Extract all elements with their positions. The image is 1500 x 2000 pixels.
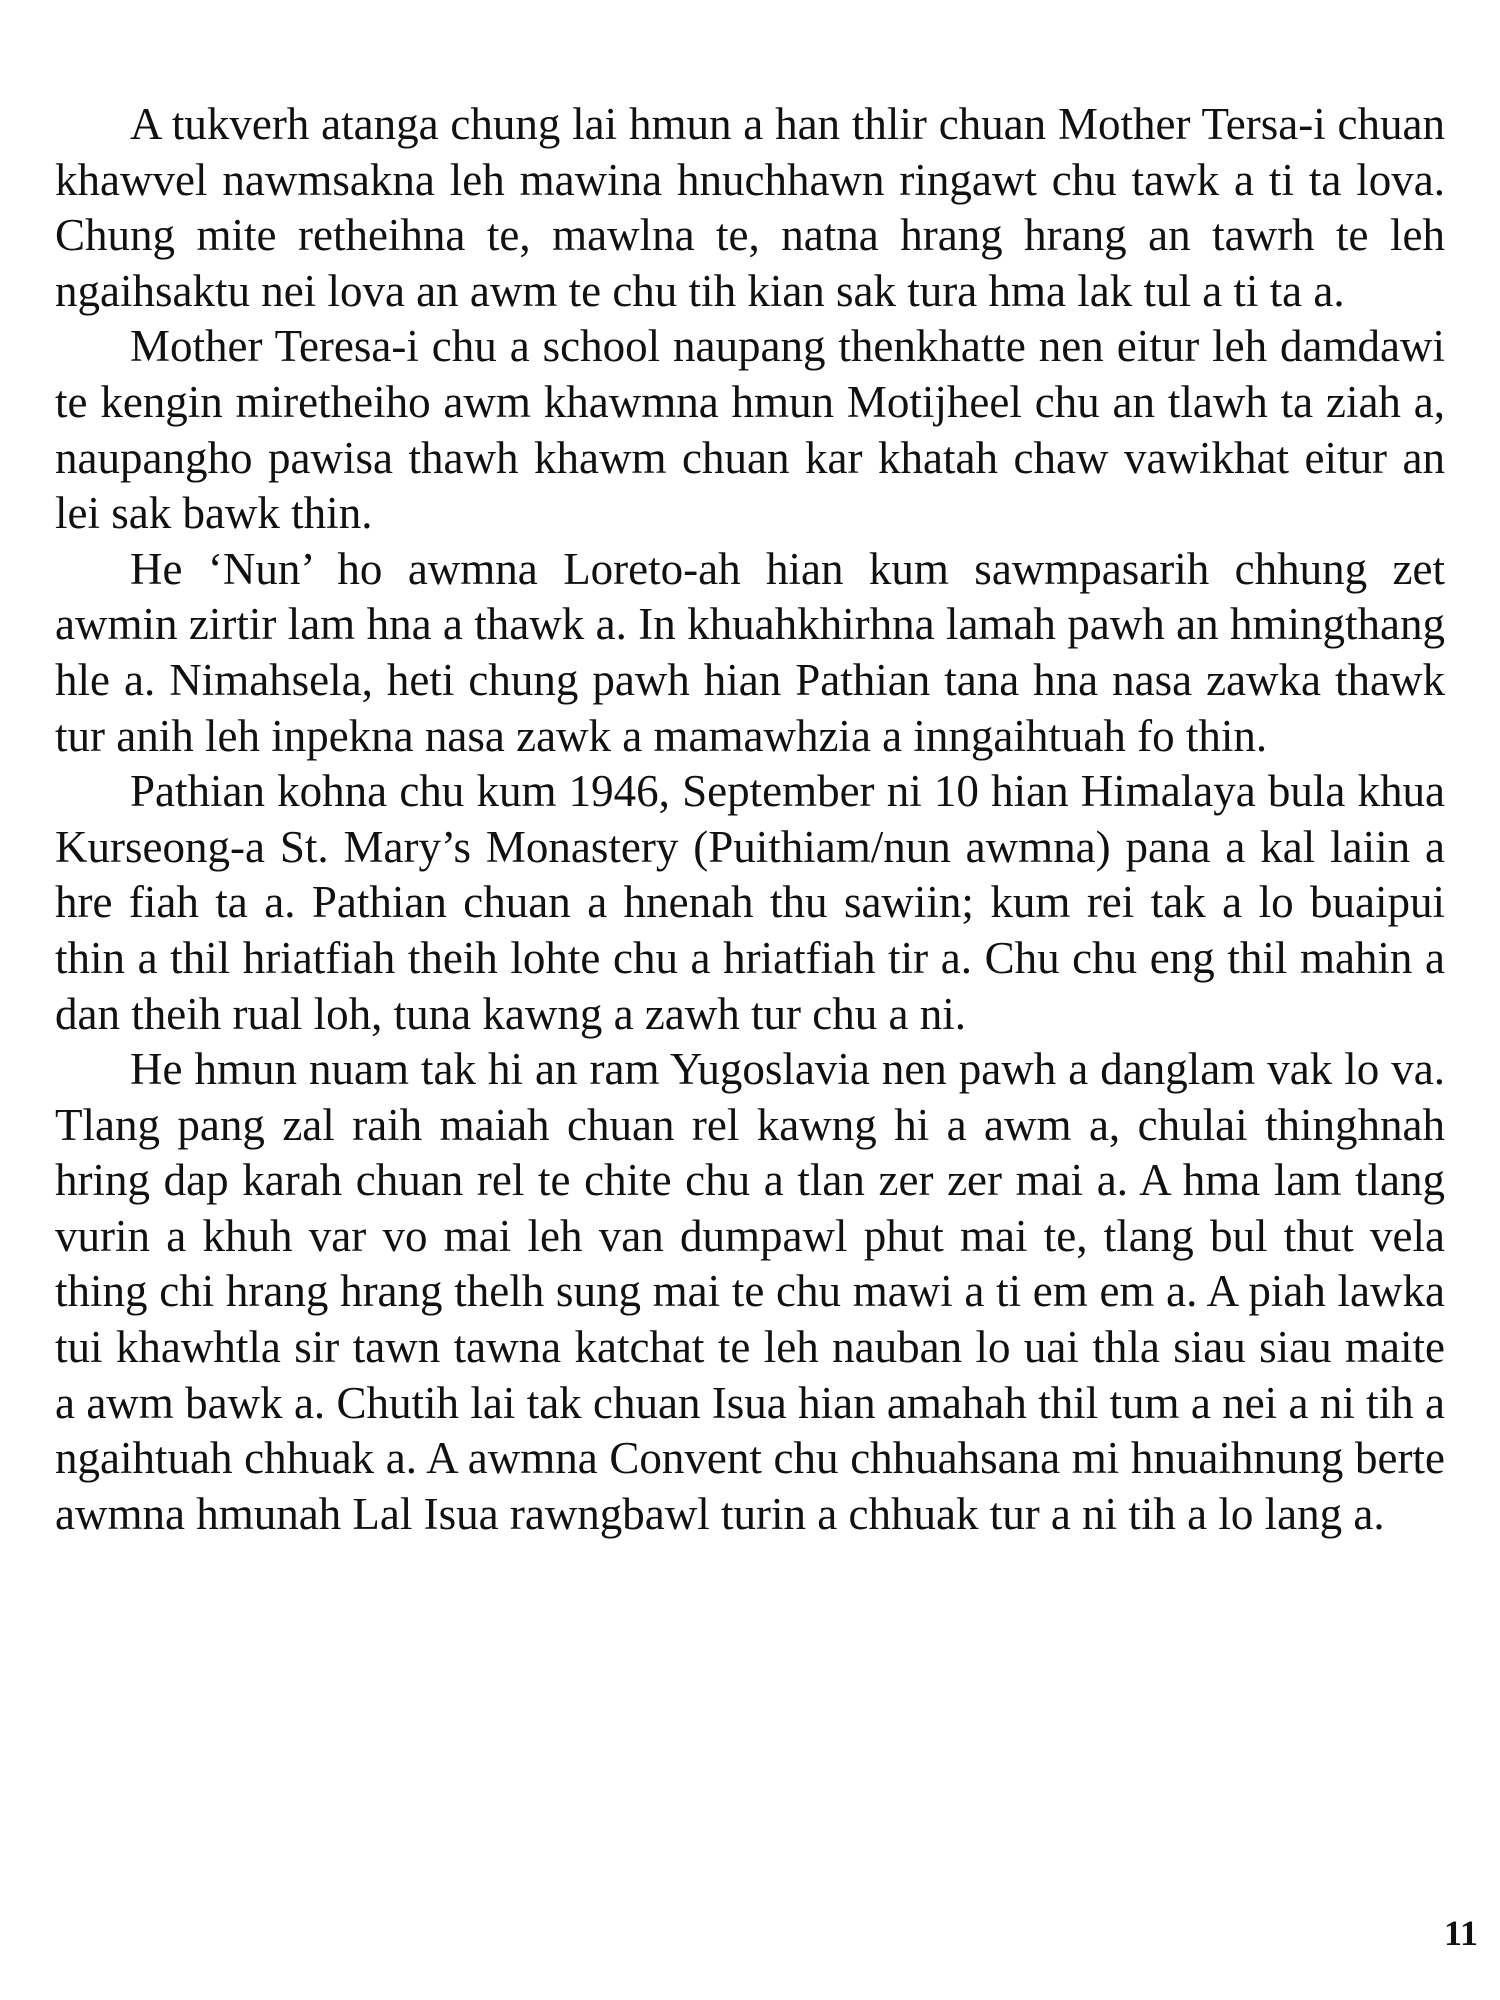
paragraph-3: He ‘Nun’ ho awmna Loreto-ah hian kum sawmpasarih chhung zet awmin zirtir lam hna a thawk a. In khuahkhirhna lamah pawh an hmingthang hle a. Nimahsela, heti chung pawh hian Pathian tana hna nasa zawka thawk tur anih leh inpekna nasa zawk a mamawhzia a inngaihtuah fo thin. (55, 543, 1445, 761)
paragraph-1: A tukverh atanga chung lai hmun a han thlir chuan Mother Tersa-i chuan khawvel nawmsakna leh mawina hnuchhawn ringawt chu tawk a ti ta lova. Chung mite retheihna te, mawlna te, natna hrang hrang an tawrh te leh ngaihsaktu nei lova an awm te chu tih kian sak tura hma lak tul a ti ta a. (55, 99, 1445, 316)
paragraph-2: Mother Teresa-i chu a school naupang thenkhatte nen eitur leh damdawi te kengin miretheiho awm khawmna hmun Motijheel chu an tlawh ta ziah a, naupangho pawisa thawh khawm chuan kar khatah chaw vawikhat eitur an lei sak bawk thin. (55, 321, 1445, 539)
page-number: 11 (1443, 1913, 1478, 1953)
body-text (55, 97, 1445, 1542)
paragraph-4: Pathian kohna chu kum 1946, September ni 10 hian Himalaya bula khua Kurseong-a St. Mary’s Monastery (Puithiam/nun awmna) pana a kal laiin a hre fiah ta a. Pathian chuan a hnenah thu sawiin; kum rei tak a lo buaipui thin a thil hriatfiah theih lohte chu a hriatfiah tir a. Chu chu eng thil mahin a dan theih rual loh, tuna kawng a zawh tur chu a ni. (55, 766, 1445, 1039)
paragraph-5: He hmun nuam tak hi an ram Yugoslavia nen pawh a danglam vak lo va. Tlang pang zal raih maiah chuan rel kawng hi a awm a, chulai thinghnah hring dap karah chuan rel te chite chu a tlan zer zer mai a. A hma lam tlang vurin a khuh var vo mai leh van dumpawl phut mai te, tlang bul thut vela thing chi hrang hrang thelh sung mai te chu mawi a ti em em a. A piah lawka tui khawhtla sir tawn tawna katchat te leh nauban lo uai thla siau siau maite a awm bawk a. Chutih lai tak chuan Isua hian amahah thil tum a nei a ni tih a ngaihtuah chhuak a. A awmna Convent chu chhuahsana mi hnuaihnung berte awmna hmunah Lal Isua rawngbawl turin a chhuak tur a ni tih a lo lang a. (55, 1044, 1445, 1539)
